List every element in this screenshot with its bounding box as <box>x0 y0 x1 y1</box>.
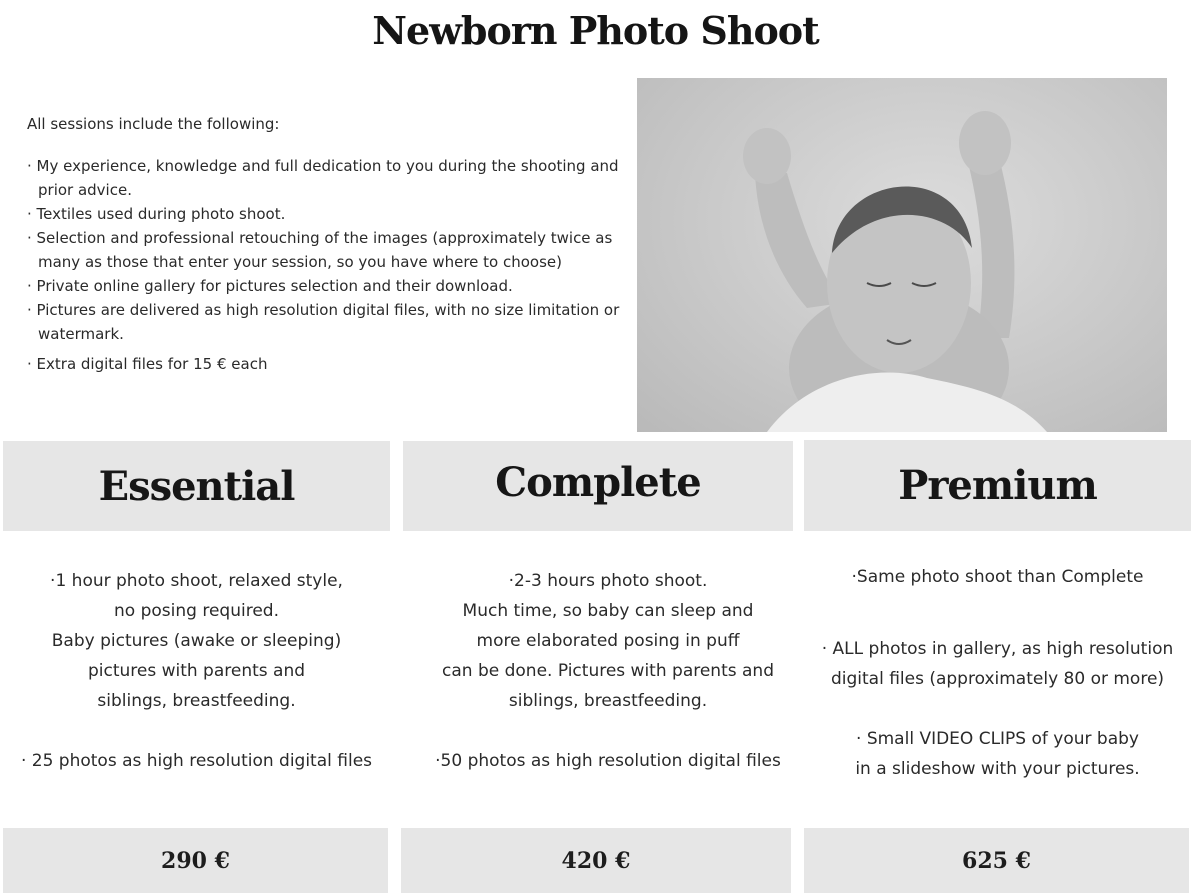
detail-line: Baby pictures (awake or sleeping) <box>51 631 342 651</box>
package-premium-heading: Premium <box>804 440 1191 531</box>
detail-line: Much time, so baby can sleep and <box>462 601 754 621</box>
package-essential-heading: Essential <box>3 441 390 531</box>
package-complete-heading: Complete <box>403 441 793 531</box>
detail-line: in a slideshow with your pictures. <box>855 759 1140 779</box>
detail-line: siblings, breastfeeding. <box>97 691 296 711</box>
detail-line: siblings, breastfeeding. <box>508 691 708 711</box>
detail-line: ·Same photo shoot than Complete <box>851 567 1144 587</box>
inclusion-item: · Pictures are delivered as high resolution digital files, with no size limitation or watermark. <box>27 301 620 343</box>
package-complete-details <box>403 566 813 776</box>
spacer <box>804 592 1191 634</box>
package-essential-details <box>3 566 390 776</box>
package-essential-price: 290 € <box>3 828 388 893</box>
inclusion-item: · Selection and professional retouching of the images (approximately twice as many as those that enter your session, so you have where to choose) <box>27 229 613 271</box>
newborn-photo <box>637 78 1167 432</box>
inclusions-list <box>27 112 627 376</box>
inclusion-item: · Textiles used during photo shoot. <box>27 205 286 223</box>
page-title: Newborn Photo Shoot <box>372 8 819 53</box>
detail-line: ·50 photos as high resolution digital files <box>435 751 781 771</box>
inclusions-lead: All sessions include the following: <box>27 115 280 133</box>
extra-files-note: · Extra digital files for 15 € each <box>27 355 268 373</box>
spacer <box>3 716 390 746</box>
package-premium-price: 625 € <box>804 828 1189 893</box>
detail-line: · ALL photos in gallery, as high resolution <box>821 639 1174 659</box>
detail-line: pictures with parents and <box>87 661 306 681</box>
detail-line: · 25 photos as high resolution digital files <box>20 751 373 771</box>
detail-line: ·1 hour photo shoot, relaxed style, <box>50 571 343 591</box>
package-complete-price: 420 € <box>401 828 791 893</box>
detail-line: can be done. Pictures with parents and <box>442 661 774 681</box>
detail-line: no posing required. <box>114 601 279 621</box>
detail-line: more elaborated posing in puff <box>476 631 740 651</box>
detail-line: digital files (approximately 80 or more) <box>830 669 1165 689</box>
inclusion-item: · My experience, knowledge and full dedication to you during the shooting and prior advice. <box>27 157 619 199</box>
spacer <box>403 716 813 746</box>
inclusion-item: · Private online gallery for pictures selection and their download. <box>27 277 513 295</box>
package-premium-details <box>804 562 1191 784</box>
detail-line: · Small VIDEO CLIPS of your baby <box>856 729 1139 749</box>
spacer <box>804 694 1191 724</box>
detail-line: ·2-3 hours photo shoot. <box>508 571 708 591</box>
